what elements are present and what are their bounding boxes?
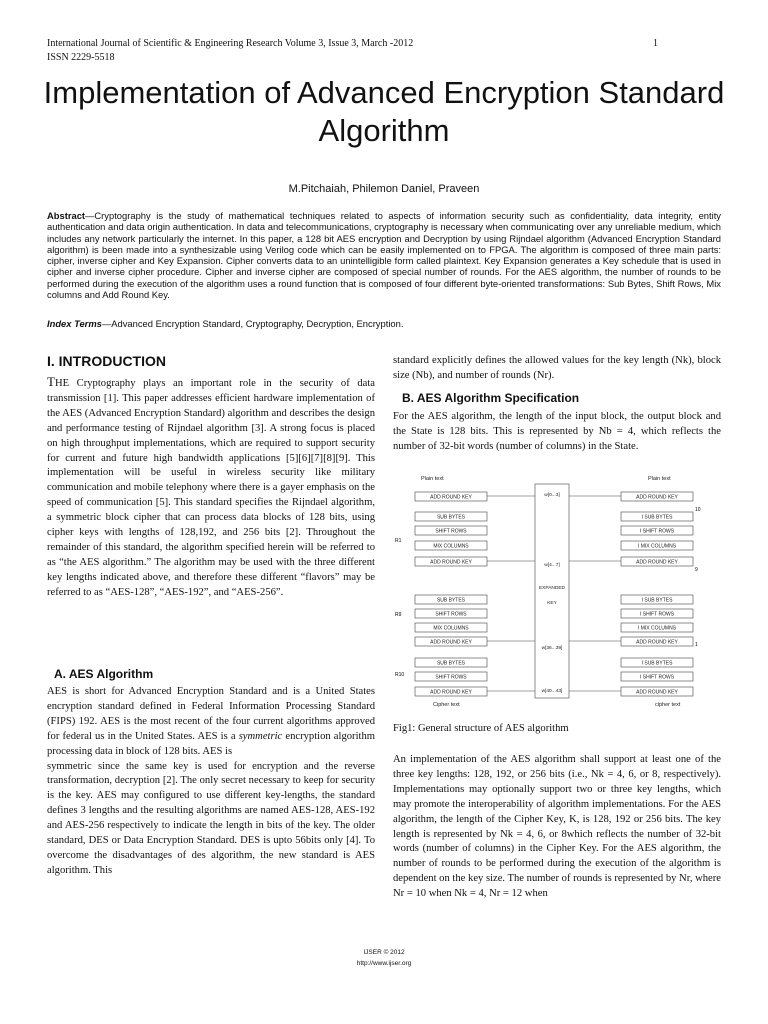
round-label-right: 10 [695,507,701,513]
dec-stage-label: I MIX COLUMNS [637,625,677,632]
key-label: w[0...3] [544,493,560,498]
cipher-text-right: cipher text [655,702,681,708]
enc-stage-label: ADD ROUND KEY [430,639,472,646]
key-label: KEY [547,601,557,606]
decryption-stages [621,492,693,696]
journal-header: International Journal of Scientific & Engineering Research Volume 3, Issue 3, March -2012 [47,38,414,49]
round-label-right: 1 [695,642,698,648]
aes-structure-figure [393,474,723,714]
section-heading-aes-spec: B. AES Algorithm Specification [402,391,580,405]
intro-text: HE Cryptography plays an important role in the security of data transmission [1]. This paper addresses efficient hardware implementation of the AES (Advanced Encryption Standard) algorithm and describes the design and performance testing of Rijndael algorithm [3]. A strong focus is placed on high throughput implementations, which are required to support security for current and future high bandwidth applications [5][6][7][8][9]. This implementation will be useful in wireless security like military communication and mobile telephony where there is a gayer emphasis on the speed of communication [5]. This standard specifies the Rijndael algorithm, a symmetric block cipher that can process data blocks of 128 bits, using cipher keys with lengths of 128,192, and 256 bits [2]. Throughout the remainder of this standard, the algorithm specified herein will be referred to as “the AES algorithm.” The algorithm may be used with the three different key lengths indicated above, and therefore these different “flavors” may be referred to as “AES-128”, “AES-192”, and “AES-256”. [47,378,375,598]
dec-stage-label: I SUB BYTES [641,514,673,521]
aes-paragraph-1: AES is short for Advanced Encryption Standard and is a United States encryption standard defined in Federal Information Processing Standard (FIPS) 192. AES is the most recent of the four current algorithms approved for federal us in the United States. AES is a symmetric encryption algorithm processing data in block of 128 bits. AES is [47,686,375,757]
dec-stage-label: I SHIFT ROWS [639,528,675,535]
footer-url: http://www.ijser.org [356,960,412,967]
dec-stage-label: ADD ROUND KEY [636,559,678,566]
enc-stage-label: SHIFT ROWS [435,674,467,681]
key-label: w[36...39] [541,646,563,651]
page-number: 1 [653,38,658,49]
plain-text-left: Plain text [421,476,444,482]
dec-stage-label: ADD ROUND KEY [636,689,678,696]
section-heading-introduction: I. INTRODUCTION [47,353,166,369]
dec-stage-label: ADD ROUND KEY [636,639,678,646]
drop-cap: T [47,374,55,389]
enc-stage-label: ADD ROUND KEY [430,689,472,696]
index-terms-text: —Advanced Encryption Standard, Cryptography, Decryption, Encryption. [101,318,404,329]
right-column-top [393,354,721,384]
round-label-left: R1 [395,538,402,544]
left-column [47,375,375,601]
enc-stage-label: MIX COLUMNS [433,625,469,632]
enc-stage-label: SHIFT ROWS [435,528,467,535]
expanded-key-column [487,484,621,698]
key-label: w[4...7] [544,563,560,568]
right-top-text: standard explicitly defines the allowed values for the key length (Nk), block size (Nb), and number of rounds (Nr). [393,355,721,381]
key-label: w[40...43] [541,689,563,694]
dec-stage-label: I MIX COLUMNS [637,543,677,550]
enc-stage-label: ADD ROUND KEY [430,559,472,566]
aes-paragraph-2: symmetric since the same key is used for encryption and the reverse transformation, decryption [2]. The only secret necessary to keep for security is the key. AES may configured to use different key-lengths, the standard defines 3 lengths and the resulting algorithms are named AES-128, AES-192 and AES-256 respectively to indicate the length in bits of the key. The older standard, DES or Data Encryption Standard. DES is upto 56bits only [4]. To overcome the disadvantages of des algorithm, the new standard is AES algorithm. This [47,760,375,876]
dec-stage-label: I SHIFT ROWS [639,674,675,681]
enc-stage-label: SHIFT ROWS [435,611,467,618]
enc-stage-label: MIX COLUMNS [433,543,469,550]
cipher-text-left: Cipher text [433,702,460,708]
key-length-paragraph: An implementation of the AES algorithm shall support at least one of the three key lengths: 128, 192, or 256 bits (i.e., Nk = 4, 6, or 8, respectively). Implementations may optionally support two or three key lengths, which may promote the interoperability of algorithm implementations. For the AES algorithm, the length of the Cipher Key, K, is 128, 192 or 256 bits. The key length is represented by Nk = 4, 6, or 8which reflects the number of 32-bit words (number of columns) in the Cipher Key. For the AES algorithm, the number of rounds to be performed during the execution of the algorithm is dependent on the key size. The number of rounds is represented by Nr, where Nr = 10 when Nk = 4, Nr = 12 when [393,754,721,900]
plain-text-right: Plain text [648,476,671,482]
encryption-stages [415,492,487,696]
abstract-text: —Cryptography is the study of mathematical techniques related to aspects of information security such as confidentiality, data integrity, entity authentication and data origin authentication. In data and telecommunications, cryptography is necessary when communicating over any unreliable medium, which includes any network particularly the internet. In this paper, a 128 bit AES encryption and Decryption by using Rijndael algorithm (Advanced Encryption Standard algorithm) is been made into a synthesizable using Verilog code which can be easily implemented on to FPGA. The algorithm is composed of three main parts: cipher, inverse cipher and Key Expansion. Cipher converts data to an unintelligible form called plaintext. Key Expansion generates a Key schedule that is used in cipher and inverse cipher procedure. Cipher and inverse cipher are composed of special number of rounds. For the AES algorithm, the number of rounds to be performed during the execution of the algorithm uses a round function that is composed of four different byte-oriented transformations: Sub Bytes, Shift Rows, Mix columns and Add Round Key. [47,210,721,301]
enc-stage-label: SUB BYTES [436,514,466,521]
paper-title: Implementation of Advanced Encryption Standard Algorithm [43,75,725,148]
enc-stage-label: ADD ROUND KEY [430,494,472,501]
key-label: EXPANDED [538,586,566,591]
abstract-label: Abstract [47,210,86,221]
enc-stage-label: SUB BYTES [436,597,466,604]
dec-stage-label: ADD ROUND KEY [636,494,678,501]
spec-paragraph: For the AES algorithm, the length of the input block, the output block and the State is 128 bits. This is represented by Nb = 4, which reflects the number of 32-bit words (number of columns) in the State. [393,411,721,452]
footer-copyright: IJSER © 2012 [363,949,405,956]
aes-column [47,685,375,879]
round-label-left: R9 [395,612,402,618]
figure-caption: Fig1: General structure of AES algorithm [393,723,569,734]
authors: M.Pitchaiah, Philemon Daniel, Praveen [288,183,480,195]
dec-stage-label: I SUB BYTES [641,660,673,667]
intro-paragraph [47,375,375,601]
expanded-key-box [535,484,569,698]
dec-stage-label: I SUB BYTES [641,597,673,604]
round-label-right: 9 [695,567,698,573]
dec-stage-label: I SHIFT ROWS [639,611,675,618]
issn: ISSN 2229-5518 [47,52,115,63]
abstract [47,210,721,300]
index-terms [47,318,721,329]
index-terms-label: Index Terms [47,318,102,329]
section-heading-aes-algorithm: A. AES Algorithm [54,667,154,681]
enc-stage-label: SUB BYTES [436,660,466,667]
round-label-left: R10 [395,672,405,678]
